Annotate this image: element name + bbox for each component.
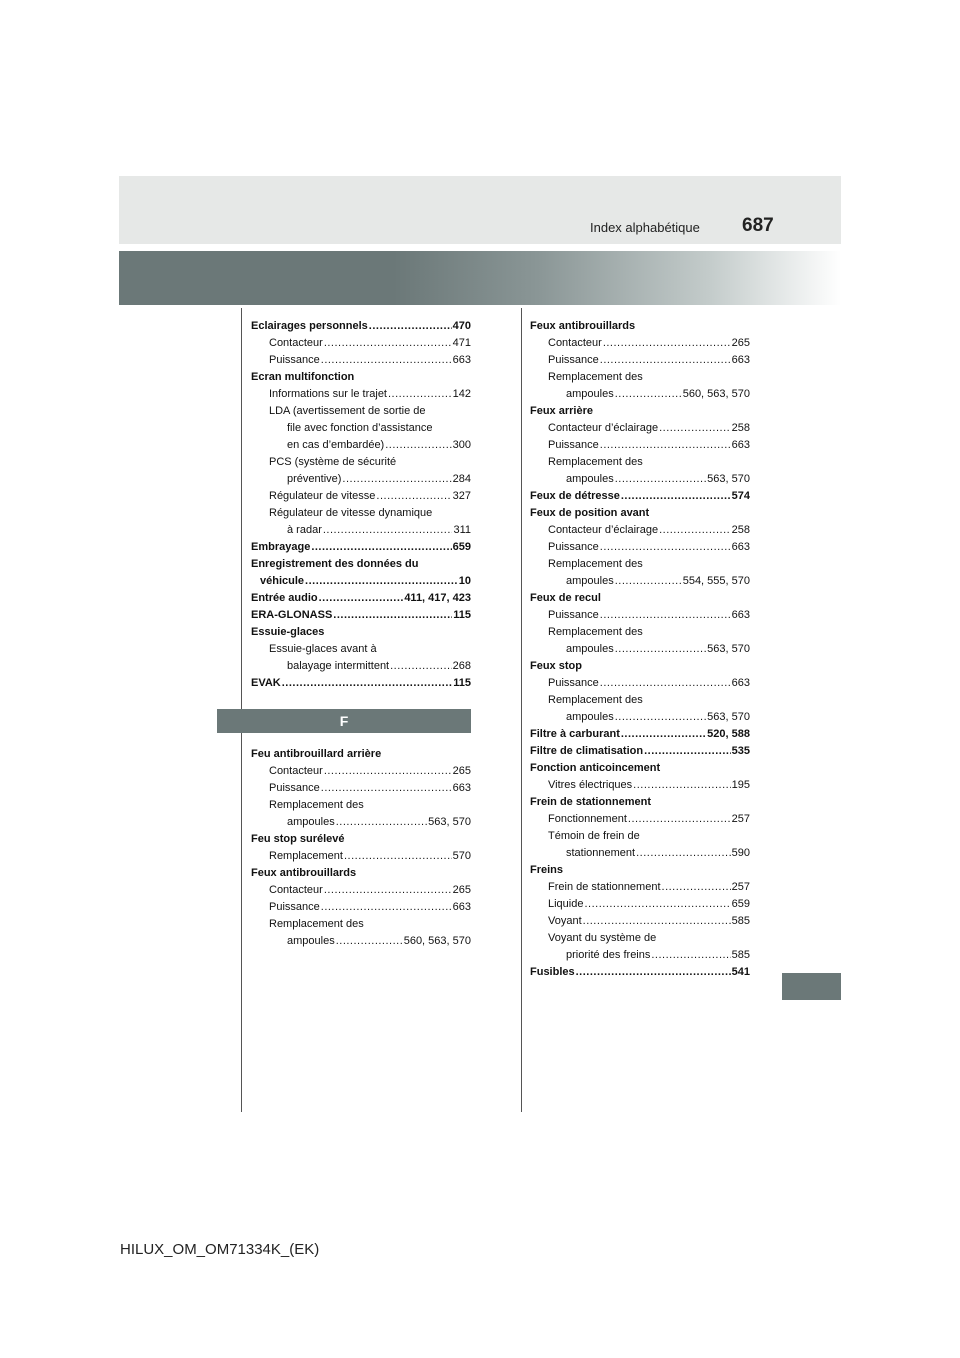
page-reference: 195	[731, 779, 750, 791]
index-entry	[251, 899, 471, 916]
dot-leader	[333, 607, 452, 624]
index-entry	[530, 658, 750, 675]
index-entry	[530, 845, 750, 862]
index-term: Filtre à carburant	[530, 728, 620, 740]
index-term: Puissance	[269, 354, 320, 366]
index-entry	[251, 454, 471, 471]
page-reference: 265	[731, 337, 750, 349]
index-term: Entrée audio	[251, 592, 318, 604]
index-entry	[251, 386, 471, 403]
page-reference: 563, 570	[428, 816, 471, 828]
dot-leader	[390, 658, 452, 675]
index-entry	[251, 746, 471, 763]
page-title: Index alphabétique	[590, 220, 700, 235]
page-reference: 570	[452, 850, 471, 862]
index-entry	[251, 420, 471, 437]
dot-leader	[319, 590, 404, 607]
index-term: Vitres électriques	[548, 779, 633, 791]
column-divider-middle	[521, 308, 522, 1112]
page-reference: 590	[731, 847, 750, 859]
index-term: en cas d’embardée)	[287, 439, 385, 451]
index-entry	[251, 641, 471, 658]
index-term: Feux antibrouillards	[530, 320, 636, 332]
index-entry	[251, 831, 471, 848]
index-entry	[251, 471, 471, 488]
dot-leader	[336, 814, 427, 831]
index-entry	[530, 777, 750, 794]
index-term: Ecran multifonction	[251, 371, 355, 383]
index-term: véhicule	[260, 575, 305, 587]
dot-leader	[615, 471, 706, 488]
page-reference: 663	[731, 439, 750, 451]
page-reference: 411, 417, 423	[404, 592, 471, 604]
dot-leader	[615, 709, 706, 726]
index-entry	[530, 590, 750, 607]
index-entry	[530, 454, 750, 471]
dot-leader	[600, 539, 731, 556]
dot-leader	[615, 641, 706, 658]
page-reference: 663	[731, 541, 750, 553]
dot-leader	[336, 933, 403, 950]
index-term: Puissance	[548, 677, 599, 689]
index-entry	[530, 607, 750, 624]
page-reference: 115	[453, 609, 471, 621]
index-entry	[530, 675, 750, 692]
index-entry	[530, 420, 750, 437]
index-term: Essuie-glaces avant à	[269, 643, 377, 655]
page-reference: 585	[731, 915, 750, 927]
page-reference: 659	[731, 898, 750, 910]
page-reference: 563, 570	[707, 473, 750, 485]
page-reference: 265	[452, 765, 471, 777]
index-term: Remplacement des	[269, 918, 364, 930]
index-entry	[251, 933, 471, 950]
index-term: Eclairages personnels	[251, 320, 368, 332]
dot-leader	[600, 607, 731, 624]
page-reference: 563, 570	[707, 643, 750, 655]
dot-leader	[321, 780, 452, 797]
index-entry	[530, 369, 750, 386]
page-reference: 257	[731, 813, 750, 825]
dot-leader	[600, 352, 731, 369]
index-entry	[530, 811, 750, 828]
index-term: ampoules	[566, 711, 614, 723]
dot-leader	[321, 352, 452, 369]
index-entry	[530, 947, 750, 964]
index-entry	[251, 573, 471, 590]
page-reference: 663	[452, 354, 471, 366]
index-term: Puissance	[548, 609, 599, 621]
index-term: Régulateur de vitesse dynamique	[269, 507, 433, 519]
index-term: Voyant du système de	[548, 932, 657, 944]
index-entry	[251, 797, 471, 814]
index-term: Remplacement des	[548, 456, 643, 468]
index-term: à radar	[287, 524, 322, 536]
index-term: ampoules	[287, 935, 335, 947]
index-entry	[530, 879, 750, 896]
index-term: ampoules	[566, 388, 614, 400]
page-reference: 541	[731, 966, 750, 978]
index-term: Contacteur	[269, 884, 323, 896]
index-term: Puissance	[269, 901, 320, 913]
dot-leader	[576, 964, 731, 981]
index-entry	[530, 335, 750, 352]
index-entry	[530, 726, 750, 743]
index-term: Fusibles	[530, 966, 575, 978]
index-term: Puissance	[548, 354, 599, 366]
dot-leader	[324, 882, 452, 899]
dot-leader	[324, 763, 452, 780]
page-reference: 115	[453, 677, 471, 689]
dot-leader	[311, 539, 451, 556]
dot-leader	[584, 896, 730, 913]
index-entry	[530, 930, 750, 947]
index-entry	[251, 318, 471, 335]
index-term: balayage intermittent	[287, 660, 390, 672]
index-term: Liquide	[548, 898, 584, 910]
index-entry	[530, 318, 750, 335]
index-list-f	[251, 746, 471, 950]
index-entry	[530, 913, 750, 930]
page-reference: 663	[731, 609, 750, 621]
index-term: Feux arrière	[530, 405, 593, 417]
index-entry	[530, 539, 750, 556]
page-reference: 659	[452, 541, 471, 553]
index-entry	[530, 522, 750, 539]
index-term: Puissance	[269, 782, 320, 794]
page-reference: 268	[452, 660, 471, 672]
dot-leader	[615, 386, 682, 403]
index-term: Contacteur	[269, 765, 323, 777]
index-term: Feux de position avant	[530, 507, 650, 519]
page-reference: 663	[452, 901, 471, 913]
index-term: Remplacement des	[548, 694, 643, 706]
dot-leader	[600, 675, 731, 692]
index-term: Fonctionnement	[548, 813, 627, 825]
index-term: stationnement	[566, 847, 636, 859]
index-term: ampoules	[287, 816, 335, 828]
page-reference: 311	[453, 524, 471, 536]
dot-leader	[603, 335, 731, 352]
index-term: Régulateur de vitesse	[269, 490, 376, 502]
page-reference: 142	[452, 388, 471, 400]
index-term: EVAK	[251, 677, 281, 689]
index-term: file avec fonction d’assistance	[287, 422, 433, 434]
index-entry	[530, 964, 750, 981]
index-entry	[530, 709, 750, 726]
dot-leader	[369, 318, 452, 335]
index-term: Remplacement des	[548, 558, 643, 570]
index-entry	[251, 335, 471, 352]
index-entry	[251, 437, 471, 454]
page-reference: 663	[731, 677, 750, 689]
index-entry	[530, 505, 750, 522]
index-term: Feu antibrouillard arrière	[251, 748, 382, 760]
index-term: Voyant	[548, 915, 582, 927]
dot-leader	[388, 386, 452, 403]
index-term: ampoules	[566, 643, 614, 655]
index-term: Contacteur	[548, 337, 602, 349]
index-term: Feux de recul	[530, 592, 601, 604]
index-entry	[251, 848, 471, 865]
index-entry	[530, 641, 750, 658]
header-gradient-bar	[119, 251, 841, 305]
dot-leader	[342, 471, 451, 488]
dot-leader	[621, 726, 706, 743]
page-reference: 535	[731, 745, 750, 757]
index-entry	[530, 471, 750, 488]
index-term: ERA-GLONASS	[251, 609, 333, 621]
index-term: Frein de stationnement	[530, 796, 652, 808]
index-term: Remplacement des	[548, 626, 643, 638]
page-number: 687	[742, 215, 774, 236]
index-entry	[530, 896, 750, 913]
dot-leader	[662, 879, 731, 896]
index-entry	[251, 539, 471, 556]
header-band	[119, 176, 841, 244]
index-term: Feux stop	[530, 660, 582, 672]
index-term: Essuie-glaces	[251, 626, 325, 638]
index-list-e	[251, 318, 471, 692]
index-entry	[251, 522, 471, 539]
index-entry	[251, 882, 471, 899]
index-term: Remplacement	[269, 850, 343, 862]
page-reference: 284	[452, 473, 471, 485]
index-term: Filtre de climatisation	[530, 745, 644, 757]
index-entry	[530, 794, 750, 811]
index-term: Feux de détresse	[530, 490, 620, 502]
dot-leader	[282, 675, 453, 692]
page-reference: 327	[452, 490, 471, 502]
page-reference: 265	[452, 884, 471, 896]
index-term: préventive)	[287, 473, 342, 485]
index-term: Informations sur le trajet	[269, 388, 387, 400]
page-reference: 663	[452, 782, 471, 794]
index-entry	[251, 607, 471, 624]
page-reference: 258	[731, 524, 750, 536]
page-reference: 563, 570	[707, 711, 750, 723]
dot-leader	[324, 335, 452, 352]
section-letter: F	[339, 712, 349, 729]
index-list-f-continued	[530, 318, 750, 981]
dot-leader	[344, 848, 452, 865]
dot-leader	[621, 488, 731, 505]
dot-leader	[659, 522, 731, 539]
index-term: Embrayage	[251, 541, 311, 553]
index-entry	[530, 862, 750, 879]
page-reference: 560, 563, 570	[682, 388, 750, 400]
index-term: priorité des freins	[566, 949, 651, 961]
page-reference: 470	[452, 320, 471, 332]
page-reference: 471	[452, 337, 471, 349]
index-column-right	[530, 318, 750, 981]
index-entry	[251, 352, 471, 369]
index-term: Contacteur d’éclairage	[548, 422, 659, 434]
index-entry	[251, 590, 471, 607]
dot-leader	[321, 899, 452, 916]
index-term: Fonction anticoincement	[530, 762, 661, 774]
index-entry	[251, 675, 471, 692]
index-term: LDA (avertissement de sortie de	[269, 405, 426, 417]
dot-leader	[385, 437, 451, 454]
index-entry	[530, 488, 750, 505]
index-term: ampoules	[566, 473, 614, 485]
page-reference: 300	[452, 439, 471, 451]
dot-leader	[636, 845, 731, 862]
index-entry	[251, 780, 471, 797]
page-reference: 554, 555, 570	[682, 575, 750, 587]
page-reference: 560, 563, 570	[403, 935, 471, 947]
index-entry	[251, 369, 471, 386]
index-entry	[530, 386, 750, 403]
index-entry	[530, 573, 750, 590]
index-entry	[530, 437, 750, 454]
index-term: Remplacement des	[269, 799, 364, 811]
index-term: Puissance	[548, 439, 599, 451]
index-term: PCS (système de sécurité	[269, 456, 397, 468]
index-term: Feux antibrouillards	[251, 867, 357, 879]
index-entry	[251, 814, 471, 831]
index-entry	[251, 556, 471, 573]
index-entry	[251, 488, 471, 505]
index-term: Feu stop surélevé	[251, 833, 345, 845]
index-entry	[251, 505, 471, 522]
dot-leader	[323, 522, 453, 539]
document-code: HILUX_OM_OM71334K_(EK)	[120, 1241, 320, 1258]
page-reference: 585	[731, 949, 750, 961]
index-entry	[251, 916, 471, 933]
index-term: Frein de stationnement	[548, 881, 661, 893]
page-reference: 258	[731, 422, 750, 434]
index-entry	[530, 403, 750, 420]
page-reference: 520, 588	[707, 728, 750, 740]
index-entry	[530, 556, 750, 573]
index-entry	[251, 403, 471, 420]
dot-leader	[633, 777, 730, 794]
index-column-left	[251, 318, 471, 950]
dot-leader	[628, 811, 731, 828]
index-entry	[530, 352, 750, 369]
section-letter-band	[217, 709, 471, 733]
dot-leader	[651, 947, 730, 964]
index-term: ampoules	[566, 575, 614, 587]
dot-leader	[376, 488, 451, 505]
index-term: Remplacement des	[548, 371, 643, 383]
dot-leader	[644, 743, 731, 760]
dot-leader	[305, 573, 458, 590]
index-entry	[530, 624, 750, 641]
dot-leader	[615, 573, 682, 590]
index-entry	[251, 658, 471, 675]
page-reference: 574	[731, 490, 750, 502]
page-reference: 257	[731, 881, 750, 893]
page-reference: 10	[458, 575, 471, 587]
index-entry	[251, 624, 471, 641]
index-term: Enregistrement des données du	[251, 558, 419, 570]
index-term: Contacteur	[269, 337, 323, 349]
dot-leader	[583, 913, 731, 930]
dot-leader	[659, 420, 731, 437]
dot-leader	[600, 437, 731, 454]
index-entry	[530, 828, 750, 845]
index-term: Contacteur d’éclairage	[548, 524, 659, 536]
index-term: Puissance	[548, 541, 599, 553]
side-thumb-tab	[782, 973, 841, 1000]
index-entry	[251, 763, 471, 780]
index-entry	[251, 865, 471, 882]
index-term: Témoin de frein de	[548, 830, 640, 842]
index-entry	[530, 760, 750, 777]
page-reference: 663	[731, 354, 750, 366]
index-entry	[530, 692, 750, 709]
index-term: Freins	[530, 864, 564, 876]
index-entry	[530, 743, 750, 760]
